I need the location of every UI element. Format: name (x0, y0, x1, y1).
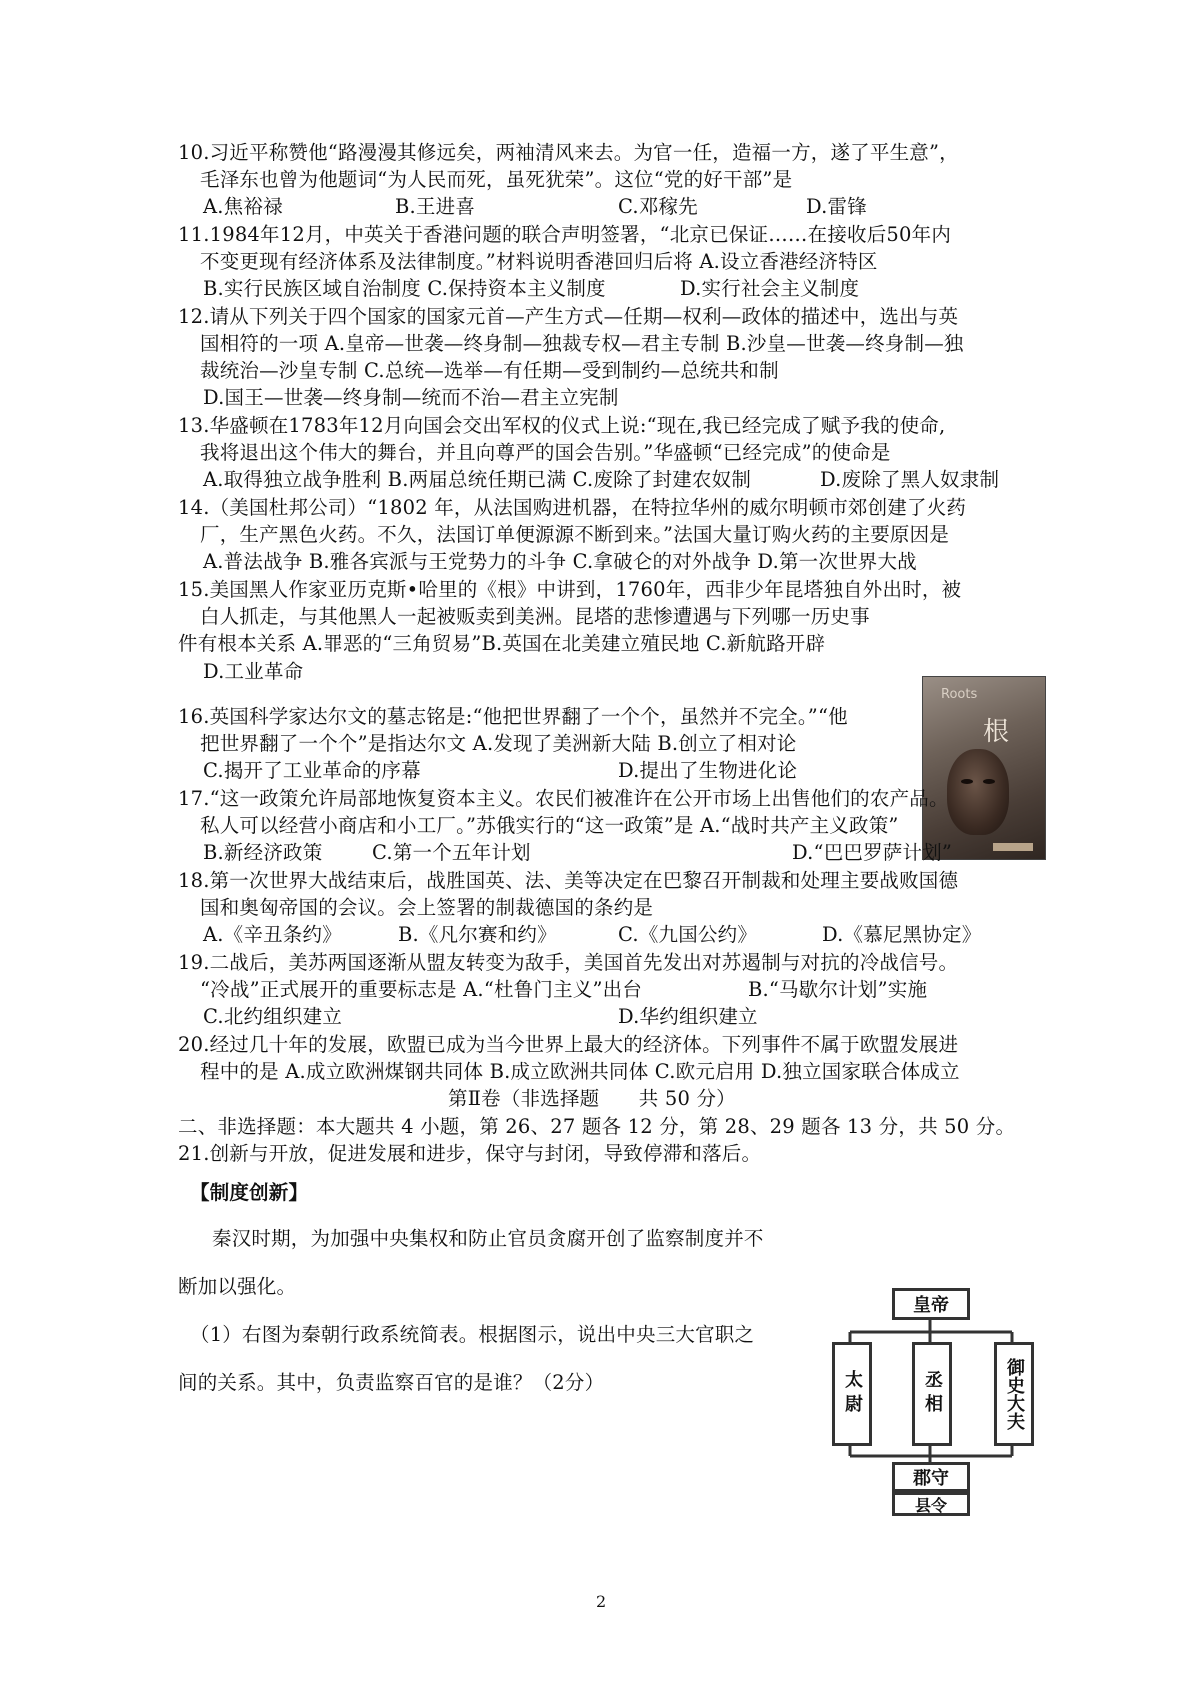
section-2-instructions: 二、非选择题：本大题共 4 小题，第 26、27 题各 12 分，第 28、29 题各 13 分，共 50 分。 (178, 1115, 1016, 1138)
q15-line3: 件有根本关系 A.罪恶的“三角贸易”B.英国在北美建立殖民地 C.新航路开辟 (178, 632, 826, 655)
q10-option-d: D.雷锋 (806, 195, 867, 218)
q12-line3: 裁统治—沙皇专制 C.总统—选举—有任期—受到制约—总统共和制 (200, 359, 779, 382)
q14-line1: 14.（美国杜邦公司）“1802 年，从法国购进机器，在特拉华州的威尔明顿市郊创建了火药 (178, 496, 967, 519)
q12-line2: 国相符的一项 A.皇帝—世袭—终身制—独裁专权—君主专制 B.沙皇—世袭—终身制—独 (200, 332, 964, 355)
chart-chengxiang-box: 丞相 (912, 1342, 952, 1446)
q17-line1: 17.“这一政策允许局部地恢复资本主义。农民们被准许在公开市场上出售他们的农产品。 (178, 787, 949, 810)
page-number: 2 (596, 1592, 607, 1611)
q18-line1: 18.第一次世界大战结束后，战胜国英、法、美等决定在巴黎召开制裁和处理主要战败国德 (178, 869, 959, 892)
q18-line2: 国和奥匈帝国的会议。会上签署的制裁德国的条约是 (200, 896, 654, 919)
q13-line2: 我将退出这个伟大的舞台，并且向尊严的国会告别。”华盛顿“已经完成”的使命是 (200, 441, 891, 464)
q17-option-b: B.新经济政策 (203, 841, 323, 864)
q13-option-d: D.废除了黑人奴隶制 (820, 468, 1000, 491)
q10-option-b: B.王进喜 (395, 195, 476, 218)
q10-line2: 毛泽东也曾为他题词“为人民而死，虽死犹荣”。这位“党的好干部”是 (200, 168, 793, 191)
chart-xianling-box: 县令 (892, 1492, 970, 1516)
q11-option-d: D.实行社会主义制度 (680, 277, 860, 300)
q17-option-c: C.第一个五年计划 (372, 841, 531, 864)
roots-book-cover-image (922, 676, 1046, 860)
q21-subheading: 【制度创新】 (190, 1181, 309, 1204)
q18-option-d: D.《慕尼黑协定》 (822, 923, 982, 946)
q19-line1: 19.二战后，美苏两国逐渐从盟友转变为敌手，美国首先发出对苏遏制与对抗的冷战信号。 (178, 951, 959, 974)
book-cover-strip (993, 843, 1033, 851)
q15-line2: 白人抓走，与其他黑人一起被贩卖到美洲。昆塔的悲惨遭遇与下列哪一历史事 (200, 605, 870, 628)
q13-line1: 13.华盛顿在1783年12月向国会交出军权的仪式上说:“现在,我已经完成了赋予我的使命, (178, 414, 946, 437)
q15-option-d: D.工业革命 (203, 660, 304, 683)
q20-line1: 20.经过几十年的发展，欧盟已成为当今世界上最大的经济体。下列事件不属于欧盟发展进 (178, 1033, 959, 1056)
q10-option-c: C.邓稼先 (618, 195, 698, 218)
q21-para-line2: 断加以强化。 (178, 1275, 297, 1298)
q11-options-bc: B.实行民族区域自治制度 C.保持资本主义制度 (203, 277, 606, 300)
q21-para-line1: 秦汉时期，为加强中央集权和防止官员贪腐开创了监察制度并不 (212, 1227, 764, 1250)
q10-line1: 10.习近平称赞他“路漫漫其修远矣，两袖清风来去。为官一任，造福一方，遂了平生意”， (178, 141, 959, 164)
q19-line2: “冷战”正式展开的重要标志是 A.“杜鲁门主义”出台 (200, 978, 643, 1001)
q12-option-d: D.国王—世袭—终身制—统而不治—君主立宪制 (203, 386, 619, 409)
q21-intro: 21.创新与开放，促进发展和进步，保守与封闭，导致停滞和落后。 (178, 1142, 762, 1165)
book-cover-title-cn: 根 (983, 717, 1010, 747)
q18-option-b: B.《凡尔赛和约》 (398, 923, 557, 946)
q13-options-abc: A.取得独立战争胜利 B.两届总统任期已满 C.废除了封建农奴制 (203, 468, 752, 491)
chart-emperor-box: 皇帝 (892, 1288, 970, 1320)
q16-line2: 把世界翻了一个个”是指达尔文 A.发现了美洲新大陆 B.创立了相对论 (200, 732, 797, 755)
q18-option-a: A.《辛丑条约》 (203, 923, 342, 946)
q14-line2: 厂，生产黑色火药。不久，法国订单便源源不断到来。”法国大量订购火药的主要原因是 (200, 523, 950, 546)
q11-line1: 11.1984年12月，中英关于香港问题的联合声明签署，“北京已保证……在接收后50年内 (178, 223, 952, 246)
chart-yushi-box: 御史大夫 (994, 1342, 1034, 1446)
qin-administrative-chart (826, 1286, 1036, 1514)
q19-option-d: D.华约组织建立 (618, 1005, 758, 1028)
q19-option-b: B.“马歇尔计划”实施 (748, 978, 928, 1001)
q20-line2: 程中的是 A.成立欧洲煤钢共同体 B.成立欧洲共同体 C.欧元启用 D.独立国家联合体成立 (200, 1060, 960, 1083)
q16-option-d: D.提出了生物进化论 (618, 759, 798, 782)
q17-option-d: D.“巴巴罗萨计划” (792, 841, 953, 864)
book-cover-title-en: Roots (941, 687, 978, 702)
q19-option-c: C.北约组织建立 (203, 1005, 343, 1028)
chart-taiwei-box: 太尉 (832, 1342, 872, 1446)
q16-option-c: C.揭开了工业革命的序幕 (203, 759, 421, 782)
q12-line1: 12.请从下列关于四个国家的国家元首—产生方式—任期—权利—政体的描述中，选出与英 (178, 305, 959, 328)
q21-sub1-line2: 间的关系。其中，负责监察百官的是谁？（2分） (178, 1371, 605, 1394)
q14-options: A.普法战争 B.雅各宾派与王党势力的斗争 C.拿破仑的对外战争 D.第一次世界大战 (203, 550, 917, 573)
q11-line2: 不变更现有经济体系及法律制度。”材料说明香港回归后将 A.设立香港经济特区 (200, 250, 878, 273)
q17-line2: 私人可以经营小商店和小工厂。”苏俄实行的“这一政策”是 A.“战时共产主义政策” (200, 814, 899, 837)
q18-option-c: C.《九国公约》 (618, 923, 758, 946)
book-cover-face (947, 749, 1009, 835)
section-2-title: 第Ⅱ卷（非选择题 共 50 分） (448, 1087, 736, 1110)
q16-line1: 16.英国科学家达尔文的墓志铭是:“他把世界翻了一个个，虽然并不完全。”“他 (178, 705, 848, 728)
q15-line1: 15.美国黑人作家亚历克斯•哈里的《根》中讲到，1760年，西非少年昆塔独自外出时，被 (178, 578, 962, 601)
chart-junshou-box: 郡守 (892, 1462, 970, 1492)
q10-option-a: A.焦裕禄 (203, 195, 283, 218)
q21-sub1-line1: （1）右图为秦朝行政系统简表。根据图示，说出中央三大官职之 (190, 1323, 755, 1346)
